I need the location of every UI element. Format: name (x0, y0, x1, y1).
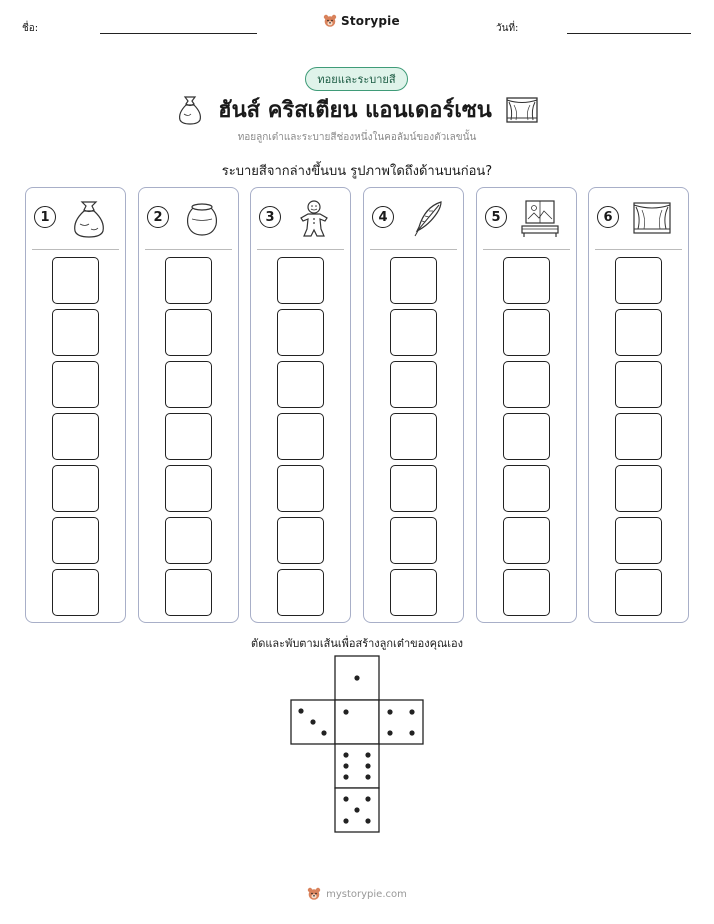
name-label: ชื่อ: (22, 23, 39, 34)
column-number: 4 (372, 206, 394, 228)
column-divider (32, 249, 119, 250)
activity-tag: ทอยและระบายสี (305, 67, 408, 91)
color-box[interactable] (615, 361, 662, 408)
column-number: 2 (147, 206, 169, 228)
column-divider (483, 249, 570, 250)
color-box[interactable] (390, 465, 437, 512)
dice-pip (365, 818, 370, 823)
color-box[interactable] (165, 517, 212, 564)
bear-logo-icon (307, 887, 321, 901)
color-box[interactable] (165, 465, 212, 512)
dice-face-left (291, 700, 335, 744)
color-box[interactable] (390, 257, 437, 304)
color-box[interactable] (390, 361, 437, 408)
dice-pip (343, 752, 348, 757)
dice-pip (409, 730, 414, 735)
column-divider (257, 249, 344, 250)
column-divider (370, 249, 457, 250)
color-box[interactable] (52, 361, 99, 408)
dice-pip (354, 675, 359, 680)
dice-pip (298, 708, 303, 713)
column-divider (595, 249, 682, 250)
color-box[interactable] (165, 257, 212, 304)
name-line (100, 33, 257, 34)
color-box[interactable] (277, 257, 324, 304)
color-box[interactable] (165, 413, 212, 460)
bear-logo-icon (323, 14, 337, 28)
column-1 (25, 187, 126, 623)
color-box[interactable] (615, 465, 662, 512)
color-box[interactable] (503, 465, 550, 512)
color-box[interactable] (277, 517, 324, 564)
color-box[interactable] (390, 309, 437, 356)
footer (0, 887, 714, 901)
color-box[interactable] (52, 517, 99, 564)
dice-pip (343, 763, 348, 768)
question-text: ระบายสีจากล่างขึ้นบน รูปภาพใดถึงด้านบนก่อน? (221, 164, 493, 179)
column-number: 5 (485, 206, 507, 228)
footer-url[interactable]: mystorypie.com (326, 888, 407, 900)
color-box[interactable] (503, 413, 550, 460)
column-number: 1 (34, 206, 56, 228)
brand-name: Storypie (341, 14, 400, 28)
dice-pip (354, 807, 359, 812)
column-2 (138, 187, 239, 623)
color-box[interactable] (390, 413, 437, 460)
dice-face-top (335, 656, 379, 700)
dice-pip (343, 774, 348, 779)
color-box[interactable] (277, 361, 324, 408)
dice-face-right (379, 700, 423, 744)
title-row (0, 92, 714, 127)
color-box[interactable] (277, 413, 324, 460)
color-box[interactable] (615, 413, 662, 460)
theater-stage-icon (506, 96, 538, 124)
bedroom-window-icon (520, 199, 560, 239)
color-box[interactable] (277, 569, 324, 616)
dice-pip (387, 730, 392, 735)
column-number: 3 (259, 206, 281, 228)
feather-quill-icon (407, 199, 447, 239)
date-line (567, 33, 691, 34)
instructions-subtitle: ทอยลูกเต๋าและระบายสีช่องหนึ่งในคอลัมน์ของตัวเลขนั้น (237, 132, 477, 143)
color-box[interactable] (503, 257, 550, 304)
dice-face-center (335, 700, 379, 744)
color-box[interactable] (615, 309, 662, 356)
color-box[interactable] (277, 465, 324, 512)
color-box[interactable] (503, 517, 550, 564)
color-box[interactable] (615, 517, 662, 564)
color-box[interactable] (615, 569, 662, 616)
theater-stage-icon (632, 199, 672, 239)
money-bag-icon (69, 199, 109, 239)
color-box[interactable] (52, 257, 99, 304)
clay-pot-icon (182, 199, 222, 239)
page-title: ฮันส์ คริสเตียน แอนเดอร์เซน (218, 98, 492, 123)
date-label: วันที่: (496, 23, 519, 34)
dice-pip (343, 818, 348, 823)
dice-pip (343, 796, 348, 801)
color-box[interactable] (390, 517, 437, 564)
dice-face-bottom (335, 744, 379, 788)
color-box[interactable] (615, 257, 662, 304)
dice-pip (365, 752, 370, 757)
brand-logo (323, 14, 400, 28)
color-box[interactable] (277, 309, 324, 356)
color-box[interactable] (52, 569, 99, 616)
cut-instruction: ตัดและพับตามเส้นเพื่อสร้างลูกเต๋าของคุณเอง (251, 637, 463, 650)
color-box[interactable] (503, 309, 550, 356)
dice-pip (310, 719, 315, 724)
dice-pip (365, 796, 370, 801)
dice-pip (387, 709, 392, 714)
color-box[interactable] (52, 309, 99, 356)
column-3 (250, 187, 351, 623)
dice-pip (343, 709, 348, 714)
money-bag-icon (176, 95, 204, 125)
dice-pip (365, 774, 370, 779)
dice-pip (365, 763, 370, 768)
color-box[interactable] (165, 361, 212, 408)
column-5 (476, 187, 577, 623)
column-number: 6 (597, 206, 619, 228)
color-box[interactable] (52, 465, 99, 512)
column-divider (145, 249, 232, 250)
column-6 (588, 187, 689, 623)
color-box[interactable] (503, 361, 550, 408)
color-box[interactable] (503, 569, 550, 616)
dice-pip (409, 709, 414, 714)
gingerbread-doll-icon (294, 199, 334, 239)
dice-pip (321, 730, 326, 735)
dice-face-back (335, 788, 379, 832)
color-box[interactable] (52, 413, 99, 460)
color-box[interactable] (165, 569, 212, 616)
color-box[interactable] (165, 309, 212, 356)
color-box[interactable] (390, 569, 437, 616)
column-4 (363, 187, 464, 623)
